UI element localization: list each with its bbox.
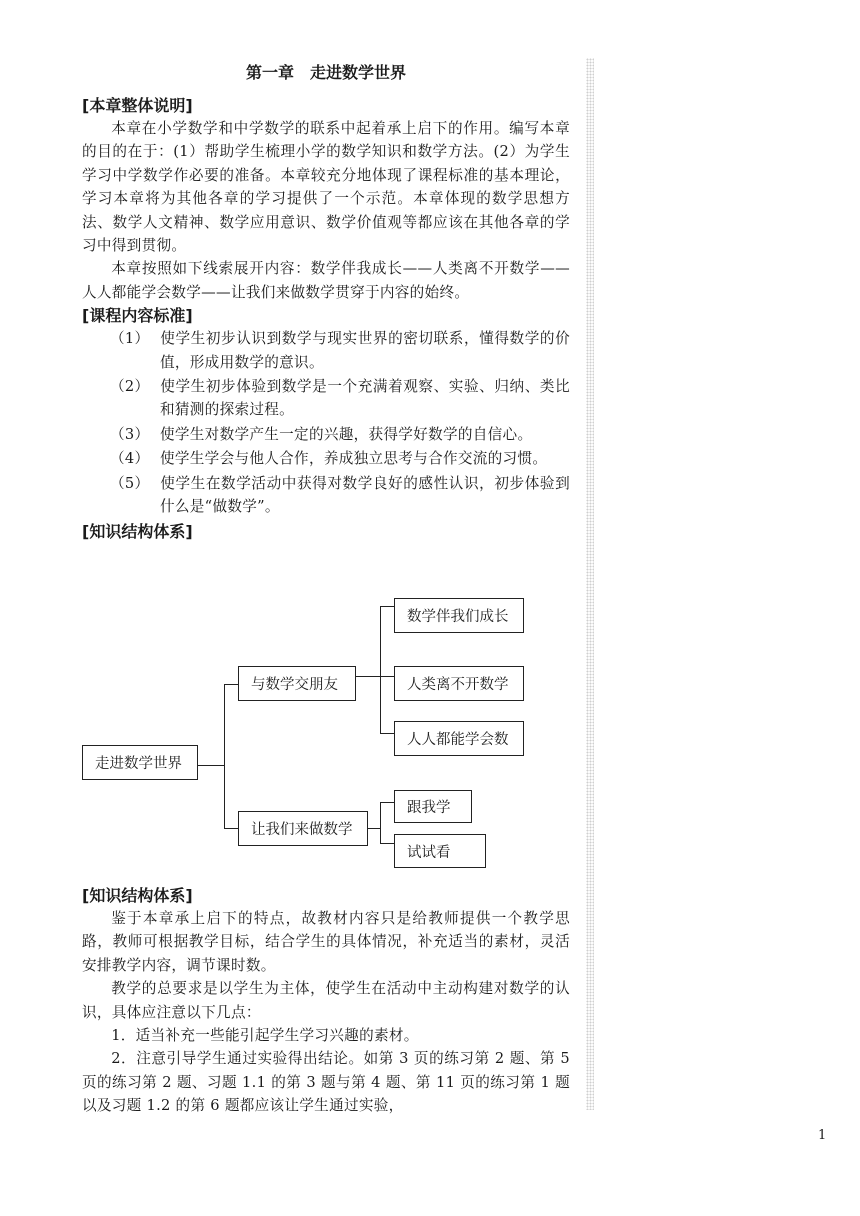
- page-content: [82, 58, 570, 543]
- standard-item: （1） 使学生初步认识到数学与现实世界的密切联系，懂得数学的价值，形成用数学的意识。: [110, 330, 570, 371]
- leaf-node: 试试看: [394, 834, 486, 868]
- connector-line: [380, 606, 381, 734]
- section-heading-overview: [本章整体说明]: [82, 96, 193, 115]
- section-heading-teaching: [知识结构体系]: [82, 886, 193, 905]
- teaching-paragraph: 1．适当补充一些能引起学生学习兴趣的素材。: [111, 1027, 419, 1045]
- overview-paragraph: 本章在小学数学和中学数学的联系中起着承上启下的作用。编写本章的目的在于：(1）帮助学生梳理小学的数学知识和数学方法。(2）为学生学习中学数学作必要的准备。本章较充分地体现了课程标准的基本理论，学习本章将为其他各章的学习提供了一个示范。本章体现的数学思想方法、数学人文精神、数学应用意识、数学价值观等都应该在其他各章的学习中得到贯彻。: [82, 120, 570, 255]
- branch-node: 让我们来做数学: [238, 811, 368, 846]
- standard-item: （2） 使学生初步体验到数学是一个充满着观察、实验、归纳、类比和猜测的探索过程。: [110, 378, 570, 419]
- connector-line: [224, 684, 225, 829]
- leaf-node: 跟我学: [394, 790, 472, 823]
- connector-line: [380, 733, 394, 734]
- connector-line: [224, 828, 238, 829]
- leaf-node: 数学伴我们成长: [394, 598, 524, 633]
- connector-line: [380, 606, 394, 607]
- teaching-paragraph: 教学的总要求是以学生为主体，使学生在活动中主动构建对数学的认识，具体应注意以下几点：: [82, 980, 570, 1021]
- leaf-node: 人人都能学会数: [394, 721, 524, 756]
- connector-line: [356, 676, 394, 677]
- overview-paragraph: 本章按照如下线索展开内容：数学伴我成长——人类离不开数学——人人都能学会数学——让我们来做数学贯穿于内容的始终。: [82, 260, 570, 301]
- connector-line: [368, 828, 380, 829]
- standard-item: （5） 使学生在数学活动中获得对数学良好的感性认识，初步体验到什么是“做数学”。: [110, 474, 570, 516]
- teaching-paragraph: 2．注意引导学生通过实验得出结论。如第 3 页的练习第 2 题、第 5 页的练习第 2 题、习题 1.1 的第 3 题与第 4 题、第 11 页的练习第 1 题以及习题 1.2 的第 6 题都应该让学生通过实验，: [82, 1050, 570, 1115]
- standard-item: （3） 使学生对数学产生一定的兴趣，获得学好数学的自信心。: [110, 425, 533, 443]
- branch-node: 与数学交朋友: [238, 666, 356, 701]
- connector-line: [380, 802, 381, 844]
- page-number: 1: [818, 1128, 827, 1143]
- section-heading-standards: [课程内容标准]: [82, 306, 193, 326]
- standard-item: （4） 使学生学会与他人合作，养成独立思考与合作交流的习惯。: [110, 450, 548, 468]
- leaf-node: 人类离不开数学: [394, 666, 524, 701]
- section-heading-structure: [知识结构体系]: [82, 521, 193, 541]
- binding-spine: [586, 58, 594, 1110]
- root-node: 走进数学世界: [82, 745, 198, 780]
- connector-line: [198, 765, 224, 766]
- teaching-paragraph: 鉴于本章承上启下的特点，故教材内容只是给教师提供一个教学思路，教师可根据教学目标，结合学生的具体情况，补充适当的素材，灵活安排教学内容，调节课时数。: [82, 910, 570, 974]
- connector-line: [380, 843, 394, 844]
- chapter-title: 第一章 走进数学世界: [245, 63, 406, 82]
- connector-line: [380, 802, 394, 803]
- connector-line: [224, 684, 238, 685]
- teaching-section: [82, 884, 570, 1118]
